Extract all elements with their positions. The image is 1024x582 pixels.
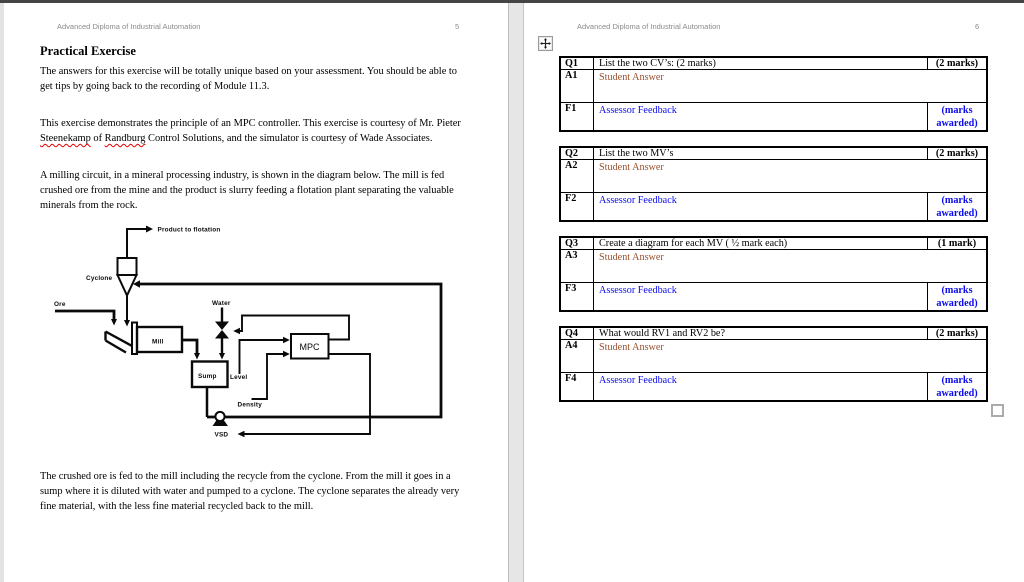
question-text: What would RV1 and RV2 be? (594, 328, 927, 340)
question-text: List the two MV’s (594, 148, 927, 160)
table-resize-handle[interactable] (991, 404, 1004, 417)
pump-icon (213, 412, 229, 426)
answer-label: A4 (561, 340, 594, 373)
assessor-feedback-cell[interactable]: Assessor Feedback (599, 195, 677, 206)
paragraph-2 (40, 116, 472, 146)
diagram-label-mill: Mill (152, 338, 164, 346)
diagram-label-product: Product to flotation (157, 226, 221, 234)
question-label: Q4 (561, 328, 594, 340)
marks-awarded-cell[interactable]: (marks awarded) (927, 103, 986, 130)
paragraph-4: The crushed ore is fed to the mill including the recycle from the cyclone. From the mill it goes in a sump where it is diluted with water and pumped to a cyclone. The cyclone separates the already very fine material, with the less fine material recycled back to the mill. (40, 471, 460, 512)
section-heading: Practical Exercise (40, 44, 136, 58)
assessor-feedback-cell[interactable]: Assessor Feedback (599, 375, 677, 386)
paragraph-3: A milling circuit, in a mineral processing industry, is shown in the diagram below. The mill is fed crushed ore from the mine and the product is slurry feeding a flotation plant separating the valuable minerals from the rock. (40, 170, 454, 211)
marks-awarded-cell[interactable]: (marks awarded) (927, 193, 986, 220)
text-segment: of (90, 133, 105, 144)
process-diagram (45, 218, 455, 444)
answer-label: A1 (561, 70, 594, 103)
diagram-label-vsd: VSD (214, 431, 229, 439)
paragraph-1: The answers for this exercise will be totally unique based on your assessment. You should be able to get tips by going back to the recording of Module 11.3. (40, 66, 457, 92)
question-text: Create a diagram for each MV ( ½ mark each) (594, 238, 927, 250)
student-answer-cell[interactable]: Student Answer (594, 160, 986, 193)
question-marks: (1 mark) (927, 238, 986, 250)
student-answer-cell[interactable]: Student Answer (594, 70, 986, 103)
diagram-label-sump: Sump (198, 373, 217, 380)
student-answer-cell[interactable]: Student Answer (594, 340, 986, 373)
page6-header-title: Advanced Diploma of Industrial Automation (577, 22, 721, 31)
marks-awarded-cell[interactable]: (marks awarded) (927, 283, 986, 310)
marks-awarded-cell[interactable]: (marks awarded) (927, 373, 986, 400)
qa-block (559, 236, 988, 312)
diagram-label-water: Water (212, 300, 231, 307)
qa-block (559, 326, 988, 402)
assessor-feedback-cell[interactable]: Assessor Feedback (599, 285, 677, 296)
diagram-label-density: Density (237, 401, 262, 409)
question-marks: (2 marks) (927, 148, 986, 160)
table-move-handle[interactable] (538, 36, 553, 51)
valve-icon (215, 322, 229, 339)
answer-label: A3 (561, 250, 594, 283)
feedback-label: F4 (561, 373, 594, 400)
text-segment: Control Solutions, and the simulator is courtesy of Wade Associates. (145, 133, 433, 144)
page-gap (508, 3, 524, 582)
feedback-label: F1 (561, 103, 594, 130)
question-label: Q1 (561, 58, 594, 70)
question-marks: (2 marks) (927, 58, 986, 70)
diagram-label-mpc: MPC (299, 342, 320, 352)
qa-block (559, 56, 988, 132)
text-segment: This exercise demonstrates the principle of an MPC controller. This exercise is courtesy of Mr. Pieter (40, 118, 461, 129)
assessor-feedback-cell[interactable]: Assessor Feedback (599, 105, 677, 116)
misspelled-word: Steenekamp (40, 133, 91, 144)
question-text: List the two CV’s: (2 marks) (594, 58, 927, 70)
page5-page-number: 5 (455, 22, 460, 31)
question-marks: (2 marks) (927, 328, 986, 340)
page5-header-title: Advanced Diploma of Industrial Automation (57, 22, 201, 31)
page6-page-number: 6 (975, 22, 980, 31)
diagram-label-cyclone: Cyclone (86, 275, 113, 282)
question-label: Q2 (561, 148, 594, 160)
qa-block (559, 146, 988, 222)
misspelled-word: Randburg (104, 133, 146, 144)
feedback-label: F2 (561, 193, 594, 220)
feedback-label: F3 (561, 283, 594, 310)
answer-label: A2 (561, 160, 594, 193)
move-icon (540, 38, 551, 49)
cyclone-shape (118, 258, 137, 296)
student-answer-cell[interactable]: Student Answer (594, 250, 986, 283)
top-border (0, 0, 1024, 3)
diagram-label-level: Level (230, 374, 248, 381)
diagram-label-ore: Ore (54, 301, 66, 308)
question-label: Q3 (561, 238, 594, 250)
